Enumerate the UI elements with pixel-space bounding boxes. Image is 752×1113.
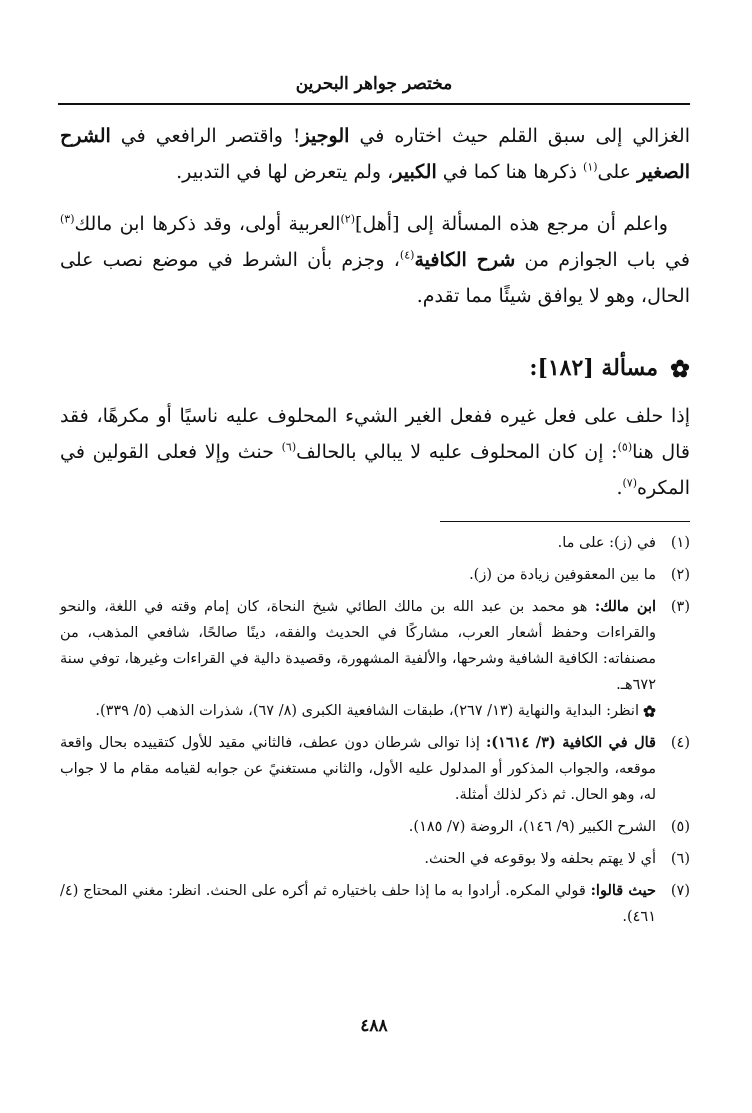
text-run: . xyxy=(616,477,623,499)
text-run: ذكرها هنا كما في xyxy=(436,161,584,183)
text-run: ! واقتصر الرافعي في xyxy=(110,125,301,147)
footnote-text: في (ز): على ما. xyxy=(557,535,656,551)
body-text-top xyxy=(60,118,690,330)
book-title-kabir: الكبير xyxy=(393,161,437,183)
footnote-3 xyxy=(60,594,690,724)
flower-icon xyxy=(643,705,656,718)
footnote-1 xyxy=(60,530,690,556)
footnote-number: (٧) xyxy=(670,883,690,899)
footnote-body: قولي المكره. أرادوا به ما إذا حلف باختياره ثم أكره على الحنث. انظر: مغني المحتاج (٤/ ٤٦١). xyxy=(60,883,656,925)
footnote-6 xyxy=(60,846,690,872)
book-title-sharh-saghir: الشرح الصغير xyxy=(60,125,690,183)
text-run: العربية أولى، وقد ذكرها ابن مالك xyxy=(74,213,341,235)
footnote-number: (٦) xyxy=(670,851,690,867)
book-title-sharh-kafiya: شرح الكافية xyxy=(414,249,516,271)
footnote-4 xyxy=(60,730,690,808)
footnote-ref-text: انظر: البداية والنهاية (١٣/ ٢٦٧)، طبقات الشافعية الكبرى (٨/ ٦٧)، شذرات الذهب (٥/ ٣٣٩). xyxy=(95,703,639,719)
text-run: ، ولم يتعرض لها في التدبير. xyxy=(176,161,394,183)
footnote-2 xyxy=(60,562,690,588)
text-run: : إن كان المحلوف عليه لا يبالي بالحالف xyxy=(296,441,618,463)
footnote-ref-7[interactable]: (٧) xyxy=(622,476,638,490)
paragraph-3 xyxy=(60,398,690,506)
footnote-ref-5[interactable]: (٥) xyxy=(617,440,633,454)
text-run: واعلم أن مرجع هذه المسألة إلى [أهل] xyxy=(354,213,668,235)
paragraph-2 xyxy=(60,206,690,314)
footnote-ref-4[interactable]: (٤) xyxy=(399,248,415,262)
footnotes xyxy=(60,530,690,936)
text-run: حنث وإلا فعلى القولين في المكره xyxy=(60,441,690,499)
footnote-lead: حيث قالوا: xyxy=(590,882,656,899)
header-rule xyxy=(58,103,690,105)
footnote-ref-1[interactable]: (١) xyxy=(583,160,598,174)
footnote-body: هو محمد بن عبد الله بن مالك الطائي شيخ النحاة، كان إمام وقته في اللغة، والنحو والقراءات وحفظ أشعار العرب، مشاركًا في الحديث والفقه، دينًا صالحًا، شافعي المذهب، من مصنفاته: الكافية الشافية وشرحها، والألفية المشهورة، وقصيدة دالية في القراءات وغيرها، توفي سنة ٦٧٢هـ. xyxy=(60,599,656,693)
text-run: على xyxy=(597,161,638,183)
footnote-number: (٤) xyxy=(670,735,690,751)
footnote-body: إذا توالى شرطان دون عطف، فالثاني مقيد للأول كتقييده بحال واقعة موقعه، والجواب المذكور أو المدلول عليه الأول، والثاني مستغنيً عن جوابه لقيامه مقام ما لا جواب له، وهو الحال. ثم ذكر لذلك أمثلة. xyxy=(60,735,656,803)
footnote-number: (٥) xyxy=(670,819,690,835)
footnote-number: (١) xyxy=(670,535,690,551)
footnote-ref-2[interactable]: (٢) xyxy=(340,212,355,226)
body-text-bottom xyxy=(60,398,690,506)
footnote-ref-3[interactable]: (٣) xyxy=(60,212,75,226)
flower-icon xyxy=(670,359,690,379)
footnote-text: الشرح الكبير (٩/ ١٤٦)، الروضة (٧/ ١٨٥). xyxy=(408,819,656,835)
footnote-text xyxy=(60,594,656,698)
text-run: في باب الجوازم من xyxy=(515,249,690,271)
footnote-separator xyxy=(440,521,690,522)
footnote-reference xyxy=(60,698,656,724)
footnote-lead: ابن مالك: xyxy=(594,598,657,615)
footnote-text: ما بين المعقوفين زيادة من (ز). xyxy=(469,567,656,583)
text-run: الغزالي إلى سبق القلم حيث اختاره في xyxy=(349,125,690,147)
text-run: إذا حلف على فعل غيره ففعل الغير الشيء المحلوف عليه ناسيًا أو مكرهًا، فقد قال هنا xyxy=(60,405,691,463)
footnote-lead: قال في الكافية (٣/ ١٦١٤): xyxy=(485,734,656,751)
footnote-7 xyxy=(60,878,690,930)
book-title-wajiz: الوجيز xyxy=(300,125,350,147)
section-heading xyxy=(60,350,690,386)
footnote-number: (٢) xyxy=(670,567,690,583)
footnote-number: (٣) xyxy=(670,599,690,615)
footnote-text xyxy=(60,730,656,808)
footnote-text: أي لا يهتم بحلفه ولا بوقوعه في الحنث. xyxy=(424,851,656,867)
footnote-text xyxy=(60,878,656,930)
text-run: ، وجزم بأن الشرط في موضع نصب على الحال، وهو لا يوافق شيئًا مما تقدم. xyxy=(60,249,690,307)
footnote-5 xyxy=(60,814,690,840)
page-number: ٤٨٨ xyxy=(360,1016,388,1036)
paragraph-1 xyxy=(60,118,690,190)
section-title: مسألة [١٨٢]: xyxy=(529,355,658,381)
footnote-ref-6[interactable]: (٦) xyxy=(281,440,297,454)
running-header: مختصر جواهر البحرين xyxy=(295,74,453,94)
